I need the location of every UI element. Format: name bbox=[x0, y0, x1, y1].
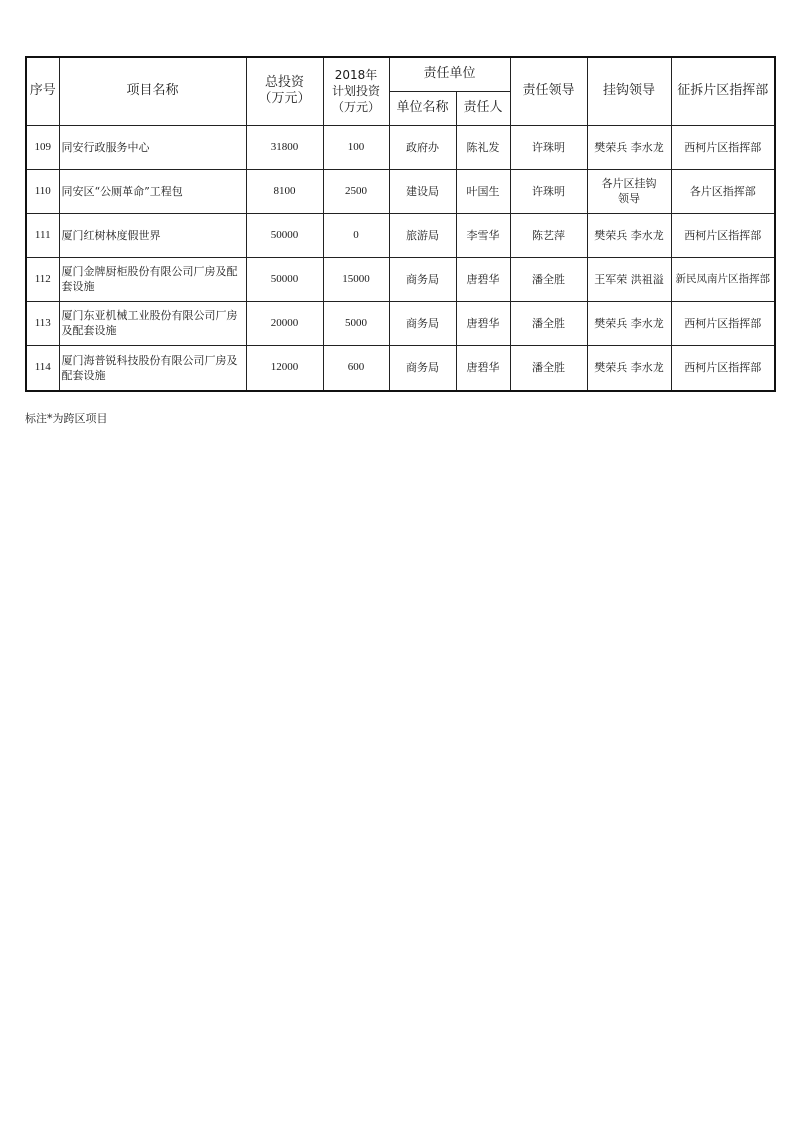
row-person: 陈礼发 bbox=[456, 125, 510, 169]
row-linked: 樊荣兵 李水龙 bbox=[587, 213, 671, 257]
row-project-name: 厦门金牌厨柜股份有限公司厂房及配套设施 bbox=[59, 257, 246, 301]
row-hq: 西柯片区指挥部 bbox=[671, 345, 775, 391]
row-unit: 建设局 bbox=[389, 169, 456, 213]
row-leader: 潘全胜 bbox=[510, 345, 587, 391]
header-hq: 征拆片区指挥部 bbox=[671, 57, 775, 125]
row-plan: 15000 bbox=[323, 257, 389, 301]
row-hq: 新民凤南片区指挥部 bbox=[671, 257, 775, 301]
row-hq: 西柯片区指挥部 bbox=[671, 125, 775, 169]
row-seq: 110 bbox=[26, 169, 59, 213]
row-leader: 许珠明 bbox=[510, 169, 587, 213]
row-hq: 西柯片区指挥部 bbox=[671, 213, 775, 257]
row-seq: 114 bbox=[26, 345, 59, 391]
row-unit: 商务局 bbox=[389, 345, 456, 391]
row-linked: 樊荣兵 李水龙 bbox=[587, 301, 671, 345]
header-project-name: 项目名称 bbox=[59, 57, 246, 125]
header-row-1 bbox=[26, 57, 775, 91]
row-leader: 许珠明 bbox=[510, 125, 587, 169]
header-resp-leader: 责任领导 bbox=[510, 57, 587, 125]
table-row bbox=[26, 169, 775, 213]
row-person: 唐碧华 bbox=[456, 301, 510, 345]
row-total: 50000 bbox=[246, 213, 323, 257]
table-row bbox=[26, 345, 775, 391]
row-total: 8100 bbox=[246, 169, 323, 213]
row-unit: 商务局 bbox=[389, 301, 456, 345]
table-row bbox=[26, 301, 775, 345]
row-plan: 100 bbox=[323, 125, 389, 169]
row-seq: 109 bbox=[26, 125, 59, 169]
header-resp-unit: 责任单位 bbox=[389, 57, 510, 91]
header-total-investment: 总投资（万元） bbox=[246, 57, 323, 125]
row-project-name: 同安行政服务中心 bbox=[59, 125, 246, 169]
row-plan: 5000 bbox=[323, 301, 389, 345]
row-project-name: 同安区“公厕革命”工程包 bbox=[59, 169, 246, 213]
row-person: 叶国生 bbox=[456, 169, 510, 213]
row-unit: 政府办 bbox=[389, 125, 456, 169]
row-total: 20000 bbox=[246, 301, 323, 345]
row-total: 50000 bbox=[246, 257, 323, 301]
row-hq: 各片区指挥部 bbox=[671, 169, 775, 213]
row-hq: 西柯片区指挥部 bbox=[671, 301, 775, 345]
row-plan: 600 bbox=[323, 345, 389, 391]
row-linked: 各片区挂钩领导 bbox=[587, 169, 671, 213]
row-linked: 樊荣兵 李水龙 bbox=[587, 125, 671, 169]
row-total: 31800 bbox=[246, 125, 323, 169]
footnote: 标注*为跨区项目 bbox=[25, 412, 108, 425]
row-unit: 商务局 bbox=[389, 257, 456, 301]
row-linked: 樊荣兵 李水龙 bbox=[587, 345, 671, 391]
row-plan: 0 bbox=[323, 213, 389, 257]
header-unit-name: 单位名称 bbox=[389, 91, 456, 125]
row-seq: 112 bbox=[26, 257, 59, 301]
project-table bbox=[25, 56, 776, 392]
row-plan: 2500 bbox=[323, 169, 389, 213]
row-person: 唐碧华 bbox=[456, 345, 510, 391]
row-unit: 旅游局 bbox=[389, 213, 456, 257]
row-leader: 潘全胜 bbox=[510, 257, 587, 301]
row-seq: 113 bbox=[26, 301, 59, 345]
row-total: 12000 bbox=[246, 345, 323, 391]
table-row bbox=[26, 257, 775, 301]
row-person: 李雪华 bbox=[456, 213, 510, 257]
row-leader: 陈艺萍 bbox=[510, 213, 587, 257]
row-linked: 王军荣 洪祖溢 bbox=[587, 257, 671, 301]
table-row bbox=[26, 125, 775, 169]
row-project-name: 厦门海普锐科技股份有限公司厂房及配套设施 bbox=[59, 345, 246, 391]
row-person: 唐碧华 bbox=[456, 257, 510, 301]
row-seq: 111 bbox=[26, 213, 59, 257]
row-project-name: 厦门东亚机械工业股份有限公司厂房及配套设施 bbox=[59, 301, 246, 345]
header-plan-investment: 2018年计划投资（万元） bbox=[323, 57, 389, 125]
header-linked-leader: 挂钩领导 bbox=[587, 57, 671, 125]
row-project-name: 厦门红树林度假世界 bbox=[59, 213, 246, 257]
header-seq: 序号 bbox=[26, 57, 59, 125]
table-row bbox=[26, 213, 775, 257]
row-leader: 潘全胜 bbox=[510, 301, 587, 345]
header-resp-person: 责任人 bbox=[456, 91, 510, 125]
